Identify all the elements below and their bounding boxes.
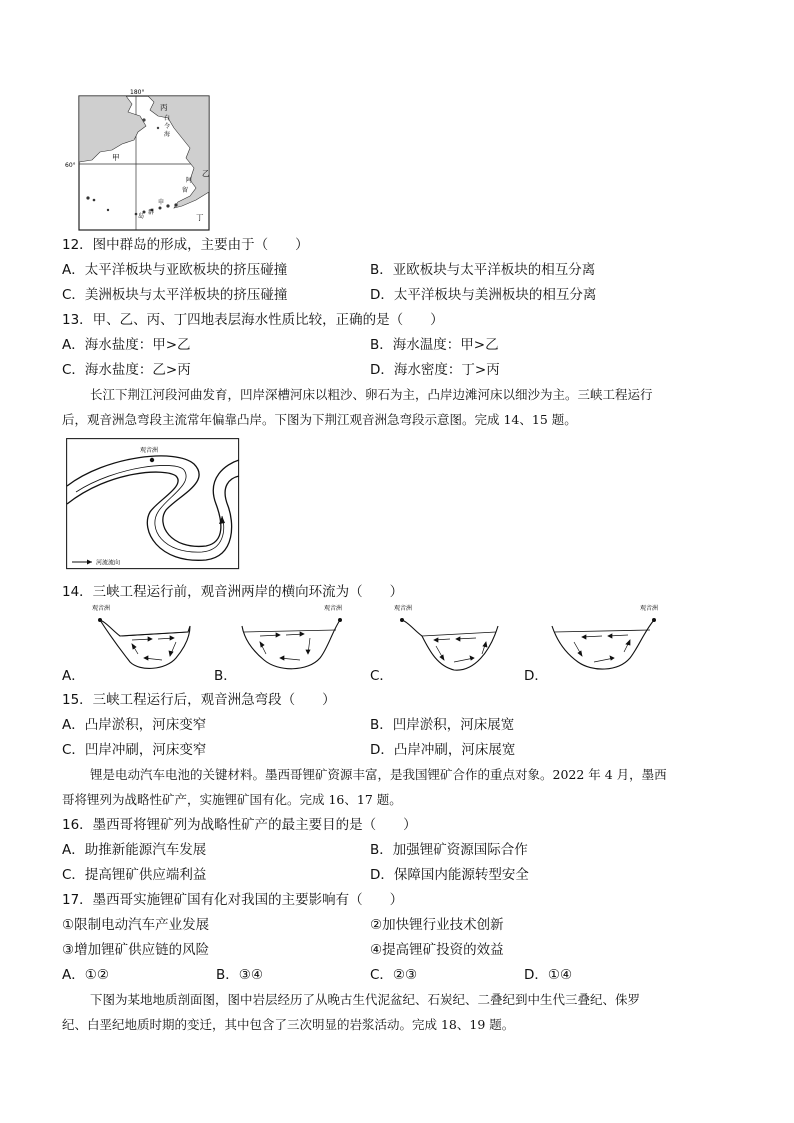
map-strait-char: 令 [164, 123, 171, 130]
q16-option-d[interactable]: D．保障国内能源转型安全 [370, 867, 529, 883]
q17-statement-1: ①限制电动汽车产业发展 [62, 917, 210, 933]
q14-option-a[interactable]: A． [62, 668, 85, 684]
q17-statement-3: ③增加锂矿供应链的风险 [62, 942, 210, 958]
q14-figure-b[interactable] [236, 602, 348, 674]
map-label-ding: 丁 [196, 213, 204, 222]
q14-figure-a[interactable] [92, 602, 196, 674]
q13-option-b[interactable]: B．海水温度：甲>乙 [370, 337, 499, 353]
cross-section-c-island-label: 观音洲 [394, 605, 413, 612]
q12-option-a[interactable]: A．太平洋板块与亚欧板块的挤压碰撞 [62, 262, 288, 278]
q13-stem: 13．甲、乙、丙、丁四地表层海水性质比较，正确的是（ ） [62, 312, 444, 328]
q13-option-d[interactable]: D．海水密度：丁>丙 [370, 362, 500, 378]
q17-option-c[interactable]: C．②③ [370, 967, 418, 983]
q14-stem: 14．三峡工程运行前，观音洲两岸的横向环流为（ ） [62, 584, 404, 600]
river-legend-label: 河流流向 [96, 559, 121, 567]
map-strait-char: 海 [164, 131, 171, 138]
map-island-char: 申 [158, 199, 165, 206]
river-bend-svg [66, 438, 240, 570]
river-bend-figure [66, 438, 240, 570]
q17-statement-4: ④提高锂矿投资的效益 [370, 942, 504, 958]
passage3-line2: 纪、白垩纪地质时期的变迁，其中包含了三次明显的岩浆活动。完成 18、19 题。 [62, 1017, 515, 1032]
map-island-char: 群 [148, 209, 155, 216]
q12-option-c[interactable]: C．美洲板块与太平洋板块的挤压碰撞 [62, 287, 288, 303]
cross-section-a-svg [92, 602, 196, 674]
map-island-char: 岛 [138, 213, 145, 220]
passage2-line1: 锂是电动汽车电池的关键材料。墨西哥锂矿资源丰富，是我国锂矿合作的重点对象。2022 年 4 月，墨西 [90, 767, 667, 782]
passage2-line2: 哥将锂列为战略性矿产，实施锂矿国有化。完成 16、17 题。 [62, 792, 402, 807]
cross-section-a-island-label: 观音洲 [92, 605, 111, 612]
q13-option-c[interactable]: C．海水盐度：乙>丙 [62, 362, 191, 378]
passage1-line1: 长江下荆江河段河曲发育，凹岸深槽河床以粗沙、卵石为主，凸岸边滩河床以细沙为主。三峡工程运行 [90, 387, 653, 402]
q14-option-b[interactable]: B． [214, 668, 237, 684]
q14-figure-d[interactable] [548, 602, 664, 674]
map-label-jia: 甲 [112, 153, 120, 162]
q15-option-d[interactable]: D．凸岸冲刷，河床展宽 [370, 742, 516, 758]
map-island-char: 留 [182, 187, 189, 194]
map-island-char: 阿 [186, 177, 193, 184]
q17-statement-2: ②加快锂行业技术创新 [370, 917, 504, 933]
passage1-line2: 后，观音洲急弯段主流常年偏靠凸岸。下图为下荆江观音洲急弯段示意图。完成 14、15 题。 [62, 412, 577, 427]
q16-option-b[interactable]: B．加强锂矿资源国际合作 [370, 842, 528, 858]
q14-option-d[interactable]: D． [524, 668, 548, 684]
q15-option-b[interactable]: B．凹岸淤积，河床展宽 [370, 717, 515, 733]
cross-section-c-svg [394, 602, 506, 674]
q17-option-d[interactable]: D．①④ [524, 967, 573, 983]
map-strait-char: 白 [164, 115, 171, 122]
q15-option-c[interactable]: C．凹岸冲刷，河床变窄 [62, 742, 207, 758]
q15-stem: 15．三峡工程运行后，观音洲急弯段（ ） [62, 692, 336, 708]
cross-section-b-island-label: 观音洲 [324, 605, 343, 612]
cross-section-b-svg [236, 602, 348, 674]
bering-sea-map [65, 88, 212, 232]
q13-option-a[interactable]: A．海水盐度：甲>乙 [62, 337, 191, 353]
q17-option-a[interactable]: A．①② [62, 967, 109, 983]
q15-option-a[interactable]: A．凸岸淤积，河床变窄 [62, 717, 207, 733]
q12-stem: 12．图中群岛的形成，主要由于（ ） [62, 237, 309, 253]
cross-section-d-svg [548, 602, 664, 674]
map-label-yi: 乙 [202, 169, 210, 178]
map-lat-label: 60° [65, 162, 76, 169]
passage3-line1: 下图为某地地质剖面图，图中岩层经历了从晚古生代泥盆纪、石炭纪、二叠纪到中生代三叠纪、侏罗 [90, 992, 641, 1007]
map-lon-label: 180° [130, 89, 145, 96]
cross-section-d-island-label: 观音洲 [640, 605, 659, 612]
q16-option-a[interactable]: A．助推新能源汽车发展 [62, 842, 207, 858]
q14-figure-c[interactable] [394, 602, 506, 674]
map-svg [65, 88, 212, 232]
q16-stem: 16．墨西哥将锂矿列为战略性矿产的最主要目的是（ ） [62, 817, 417, 833]
map-label-bing: 丙 [160, 103, 168, 112]
q17-stem: 17．墨西哥实施锂矿国有化对我国的主要影响有（ ） [62, 892, 404, 908]
river-island-label: 观音洲 [140, 447, 159, 454]
q14-option-c[interactable]: C． [370, 668, 393, 684]
q12-option-b[interactable]: B．亚欧板块与太平洋板块的相互分离 [370, 262, 596, 278]
q12-option-d[interactable]: D．太平洋板块与美洲板块的相互分离 [370, 287, 597, 303]
q17-option-b[interactable]: B．③④ [216, 967, 263, 983]
q16-option-c[interactable]: C．提高锂矿供应端利益 [62, 867, 207, 883]
